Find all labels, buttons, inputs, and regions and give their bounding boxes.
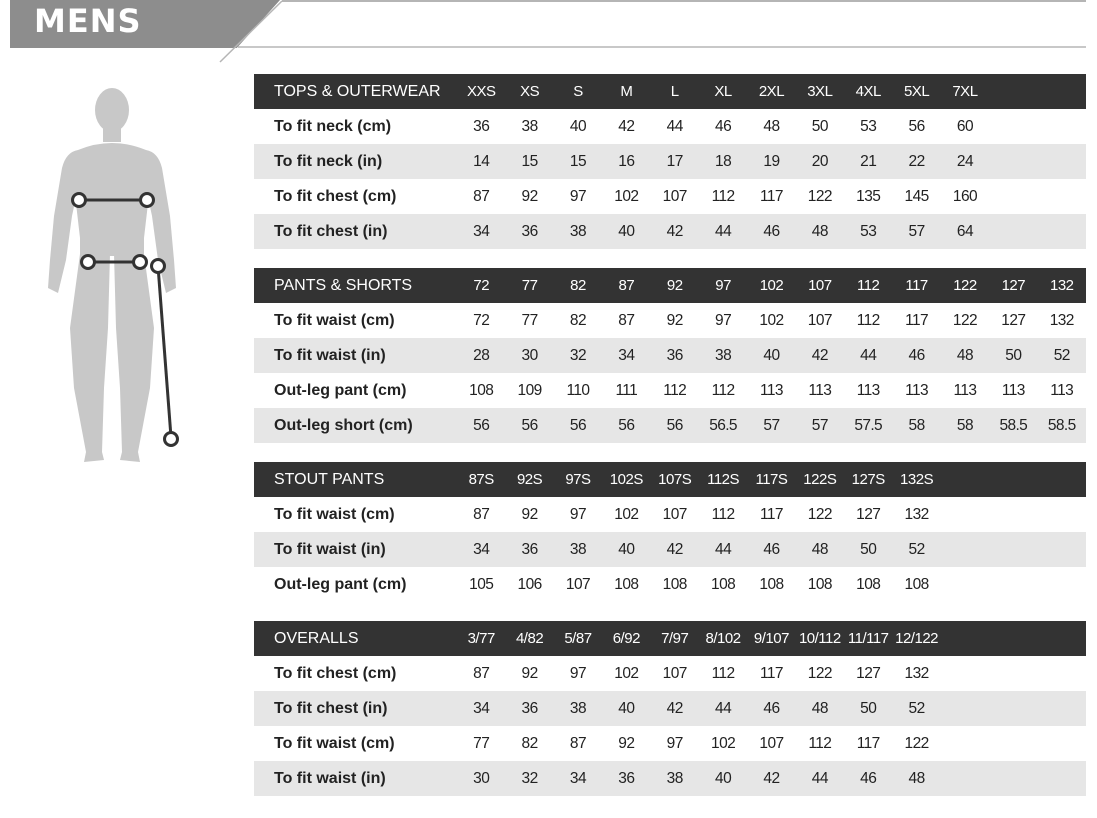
measurement-cell: 42 <box>747 761 795 796</box>
measurement-cell: 44 <box>699 532 747 567</box>
size-header-cell: 6/92 <box>602 621 650 656</box>
measurement-cell <box>1038 761 1086 796</box>
measurement-cell: 109 <box>517 381 542 399</box>
measurement-cell <box>1038 726 1086 761</box>
measurement-cell: 40 <box>747 338 795 373</box>
measurement-cell: 38 <box>521 117 538 135</box>
measurement-cell: 132 <box>904 664 929 682</box>
measurement-cell: 112 <box>808 734 832 752</box>
table-header-row <box>254 621 1086 656</box>
measurement-cell: 38 <box>554 691 602 726</box>
measurement-cell: 36 <box>602 761 650 796</box>
measurement-cell: 112 <box>711 505 735 523</box>
measurement-cell: 58.5 <box>1038 408 1086 443</box>
row-label: To fit waist (in) <box>254 338 457 373</box>
measurement-cell: 40 <box>699 761 747 796</box>
size-header-cell <box>989 621 1037 656</box>
measurement-cell: 48 <box>941 338 989 373</box>
measurement-cell: 102 <box>759 311 784 329</box>
measurement-cell: 48 <box>796 691 844 726</box>
measurement-cell: 40 <box>602 532 650 567</box>
table-row <box>254 726 1086 761</box>
size-header-cell: 97S <box>554 462 602 497</box>
measurement-cell: 112 <box>856 311 880 329</box>
measurement-cell: 108 <box>711 575 736 593</box>
measurement-cell: 56.5 <box>699 408 747 443</box>
measurement-cell <box>989 691 1037 726</box>
size-header-cell: 92S <box>505 462 553 497</box>
measurement-cell: 42 <box>796 338 844 373</box>
measurement-cell: 15 <box>554 144 602 179</box>
measurement-cell: 46 <box>747 214 795 249</box>
size-header-cell: 77 <box>505 268 553 303</box>
measurement-cell: 32 <box>554 338 602 373</box>
measurement-cell: 48 <box>796 532 844 567</box>
measurement-cell: 92 <box>521 187 538 205</box>
size-header-cell: 87 <box>602 268 650 303</box>
measurement-cell: 30 <box>505 338 553 373</box>
measurement-cell: 42 <box>651 214 699 249</box>
measurement-cell: 36 <box>473 117 490 135</box>
measurement-cell: 77 <box>473 734 490 752</box>
measurement-cell: 34 <box>457 532 505 567</box>
row-label: To fit chest (cm) <box>274 187 397 205</box>
measurement-cell <box>941 656 989 691</box>
size-header-cell: 10/112 <box>796 621 844 656</box>
measurement-cell: 57 <box>747 408 795 443</box>
measurement-cell: 14 <box>457 144 505 179</box>
measurement-cell: 122 <box>904 734 929 752</box>
measurement-cell: 52 <box>1038 338 1086 373</box>
human-silhouette <box>48 88 176 462</box>
measurement-cell: 56 <box>908 117 925 135</box>
size-header-cell: 122S <box>796 462 844 497</box>
measurement-cell: 22 <box>892 144 940 179</box>
size-header-cell: 72 <box>457 268 505 303</box>
measurement-cell: 34 <box>457 691 505 726</box>
measurement-cell: 108 <box>759 575 784 593</box>
measurement-cell <box>989 656 1037 691</box>
measurement-cell: 32 <box>505 761 553 796</box>
measurement-cell: 40 <box>602 214 650 249</box>
measurement-cell: 48 <box>796 214 844 249</box>
measurement-cell <box>941 691 989 726</box>
size-header-cell: S <box>554 74 602 109</box>
measurement-cell: 82 <box>521 734 538 752</box>
measurement-cell: 64 <box>941 214 989 249</box>
measurement-cell: 132 <box>904 505 929 523</box>
measurement-cell: 34 <box>554 761 602 796</box>
measurement-cell <box>941 497 989 532</box>
size-header-cell <box>1038 74 1086 109</box>
table-header-row <box>254 268 1086 303</box>
table-row <box>254 567 1086 602</box>
row-label: To fit chest (in) <box>254 691 457 726</box>
size-header-cell <box>989 462 1037 497</box>
measurement-cell <box>941 726 989 761</box>
size-header-cell: 112 <box>844 268 892 303</box>
measurement-cell <box>989 144 1037 179</box>
size-header-cell: 82 <box>554 268 602 303</box>
table-header-row <box>254 462 1086 497</box>
measurement-cell <box>941 761 989 796</box>
size-header-cell: 127 <box>989 268 1037 303</box>
measurement-cell <box>989 109 1037 144</box>
stout-pants-table <box>254 462 1086 602</box>
measurement-cell <box>1038 109 1086 144</box>
measurement-cell: 46 <box>844 761 892 796</box>
measurement-cell: 53 <box>844 214 892 249</box>
measurement-cell: 117 <box>759 187 783 205</box>
measurement-cell: 48 <box>763 117 780 135</box>
size-header-cell: 117S <box>747 462 795 497</box>
measurement-cell: 113 <box>953 381 977 399</box>
row-label: To fit waist (cm) <box>274 505 395 523</box>
size-header-cell: 127S <box>844 462 892 497</box>
measurement-cell: 87 <box>569 734 586 752</box>
measurement-cell: 122 <box>807 187 832 205</box>
measurement-cell: 145 <box>904 187 929 205</box>
size-header-cell: 5XL <box>892 74 940 109</box>
measurement-cell: 40 <box>569 117 586 135</box>
size-header-cell: 102S <box>602 462 650 497</box>
measurement-cell <box>989 567 1037 602</box>
section-title: STOUT PANTS <box>254 462 457 497</box>
table-row <box>254 179 1086 214</box>
size-header-cell: 132 <box>1038 268 1086 303</box>
row-label: To fit chest (in) <box>254 214 457 249</box>
table-row <box>254 532 1086 567</box>
tops-outerwear-table <box>254 74 1086 249</box>
measurement-cell <box>989 726 1037 761</box>
size-header-cell <box>989 74 1037 109</box>
size-header-cell: 122 <box>941 268 989 303</box>
measurement-cell: 92 <box>666 311 683 329</box>
measurement-cell <box>1038 532 1086 567</box>
measurement-cell: 107 <box>662 505 687 523</box>
measurement-cell: 106 <box>517 575 542 593</box>
size-header-cell: XL <box>699 74 747 109</box>
measurement-cell: 108 <box>807 575 832 593</box>
size-header-cell: L <box>651 74 699 109</box>
measurement-cell: 107 <box>759 734 784 752</box>
size-header-cell: 4/82 <box>505 621 553 656</box>
measurement-cell: 44 <box>666 117 683 135</box>
measurement-cell <box>1038 497 1086 532</box>
page-header <box>0 0 1097 60</box>
measurement-cell: 97 <box>666 734 683 752</box>
size-header-cell: 87S <box>457 462 505 497</box>
measurement-cell: 110 <box>566 381 590 399</box>
section-title: OVERALLS <box>254 621 457 656</box>
measurement-cell: 38 <box>699 338 747 373</box>
size-header-cell: 7/97 <box>651 621 699 656</box>
size-header-cell: 5/87 <box>554 621 602 656</box>
table-header-row <box>254 74 1086 109</box>
measurement-cell: 24 <box>941 144 989 179</box>
measurement-cell: 102 <box>614 187 639 205</box>
measurement-cell <box>989 179 1037 214</box>
size-header-cell: 107 <box>796 268 844 303</box>
measurement-cell <box>1038 656 1086 691</box>
measurement-cell: 46 <box>747 532 795 567</box>
measurement-cell: 127 <box>856 664 881 682</box>
measurement-cell: 108 <box>904 575 929 593</box>
measurement-cell: 113 <box>856 381 880 399</box>
measurement-cell: 113 <box>1001 381 1025 399</box>
measurement-cell: 15 <box>505 144 553 179</box>
measurement-cell: 57.5 <box>844 408 892 443</box>
body-measurement-figure <box>40 88 185 468</box>
measurement-cell: 56 <box>505 408 553 443</box>
measurement-cell: 30 <box>457 761 505 796</box>
measurement-cell: 113 <box>905 381 929 399</box>
measurement-cell: 127 <box>856 505 881 523</box>
measurement-cell: 107 <box>807 311 832 329</box>
size-header-cell: 3XL <box>796 74 844 109</box>
measurement-cell: 50 <box>811 117 828 135</box>
table-row <box>254 338 1086 373</box>
measurement-cell <box>1038 179 1086 214</box>
measurement-cell: 117 <box>856 734 880 752</box>
measurement-cell: 42 <box>651 691 699 726</box>
measurement-cell: 18 <box>699 144 747 179</box>
measurement-cell: 113 <box>808 381 832 399</box>
measurement-cell: 36 <box>651 338 699 373</box>
size-header-cell: 92 <box>651 268 699 303</box>
table-row <box>254 497 1086 532</box>
measurement-cell: 58.5 <box>989 408 1037 443</box>
measurement-cell: 122 <box>952 311 977 329</box>
size-header-cell: 102 <box>747 268 795 303</box>
measurement-cell: 52 <box>892 532 940 567</box>
measurement-cell: 132 <box>1049 311 1074 329</box>
measurement-cell: 105 <box>469 575 494 593</box>
size-header-cell: 117 <box>892 268 940 303</box>
measurement-cell: 108 <box>469 381 494 399</box>
measurement-cell: 111 <box>615 381 638 399</box>
section-title: PANTS & SHORTS <box>254 268 457 303</box>
measurement-cell: 56 <box>651 408 699 443</box>
measurement-cell <box>989 532 1037 567</box>
measurement-cell <box>941 567 989 602</box>
size-header-cell <box>941 621 989 656</box>
measurement-cell: 46 <box>715 117 732 135</box>
row-label: To fit chest (cm) <box>274 664 397 682</box>
size-header-cell <box>941 462 989 497</box>
measurement-cell: 107 <box>662 664 687 682</box>
measurement-cell: 117 <box>905 311 929 329</box>
measurement-cell <box>1038 567 1086 602</box>
measurement-cell <box>989 761 1037 796</box>
table-row <box>254 109 1086 144</box>
measurement-cell: 102 <box>614 505 639 523</box>
header-rule-lines <box>0 0 1097 64</box>
measurement-cell: 46 <box>892 338 940 373</box>
measurement-cell: 42 <box>618 117 635 135</box>
measurement-cell: 108 <box>662 575 687 593</box>
measurement-cell: 92 <box>521 505 538 523</box>
measurement-cell: 87 <box>473 187 490 205</box>
measurement-cell: 112 <box>711 381 735 399</box>
measurement-cell: 112 <box>663 381 687 399</box>
measurement-cell: 97 <box>715 311 732 329</box>
measurement-cell: 48 <box>892 761 940 796</box>
row-label: Out-leg pant (cm) <box>274 575 407 593</box>
measurement-cell: 44 <box>699 691 747 726</box>
size-header-cell <box>1038 462 1086 497</box>
measurement-cell: 58 <box>941 408 989 443</box>
measurement-cell: 36 <box>505 214 553 249</box>
table-row <box>254 691 1086 726</box>
size-header-cell: 132S <box>892 462 940 497</box>
measurement-cell: 46 <box>747 691 795 726</box>
size-header-cell: 3/77 <box>457 621 505 656</box>
measurement-cell: 40 <box>602 691 650 726</box>
measurement-cell: 50 <box>844 691 892 726</box>
measurement-cell: 44 <box>796 761 844 796</box>
measurement-cell <box>1038 691 1086 726</box>
measurement-cell: 87 <box>618 311 635 329</box>
size-header-cell <box>1038 621 1086 656</box>
measurement-cell: 57 <box>892 214 940 249</box>
size-header-cell: XXS <box>457 74 505 109</box>
measurement-cell: 82 <box>569 311 586 329</box>
measurement-cell: 34 <box>602 338 650 373</box>
measurement-cell: 97 <box>569 187 586 205</box>
measurement-cell: 113 <box>1050 381 1074 399</box>
measurement-cell: 38 <box>651 761 699 796</box>
measurement-cell: 87 <box>473 505 490 523</box>
size-header-cell: 7XL <box>941 74 989 109</box>
measurement-cell: 34 <box>457 214 505 249</box>
table-row <box>254 761 1086 796</box>
measurement-cell: 58 <box>892 408 940 443</box>
row-label: To fit waist (cm) <box>274 311 395 329</box>
pants-shorts-table <box>254 268 1086 443</box>
measurement-cell: 57 <box>796 408 844 443</box>
measurement-cell: 112 <box>711 664 735 682</box>
size-header-cell: 11/117 <box>844 621 892 656</box>
table-row <box>254 656 1086 691</box>
table-row <box>254 214 1086 249</box>
row-label: To fit waist (in) <box>254 761 457 796</box>
measurement-cell: 97 <box>569 664 586 682</box>
size-header-cell: 2XL <box>747 74 795 109</box>
size-header-cell: 4XL <box>844 74 892 109</box>
measurement-cell: 56 <box>457 408 505 443</box>
measurement-cell: 44 <box>699 214 747 249</box>
measurement-cell: 87 <box>473 664 490 682</box>
size-header-cell: M <box>602 74 650 109</box>
measurement-cell <box>1038 214 1086 249</box>
measurement-cell: 36 <box>505 691 553 726</box>
measurement-cell: 122 <box>807 664 832 682</box>
row-label: To fit waist (cm) <box>274 734 395 752</box>
measurement-cell: 38 <box>554 214 602 249</box>
measurement-cell: 97 <box>569 505 586 523</box>
measurement-cell: 20 <box>796 144 844 179</box>
measurement-cell <box>989 214 1037 249</box>
size-header-cell: 97 <box>699 268 747 303</box>
measurement-cell: 38 <box>554 532 602 567</box>
measurement-cell: 50 <box>989 338 1037 373</box>
overalls-table <box>254 621 1086 796</box>
measurement-cell: 112 <box>711 187 735 205</box>
measurement-cell: 52 <box>892 691 940 726</box>
measurement-cell: 107 <box>565 575 590 593</box>
measurement-cell <box>989 497 1037 532</box>
measurement-cell <box>1038 144 1086 179</box>
row-label: Out-leg pant (cm) <box>274 381 407 399</box>
measurement-cell: 56 <box>554 408 602 443</box>
size-header-cell: 112S <box>699 462 747 497</box>
measurement-cell: 92 <box>521 664 538 682</box>
measurement-cell: 102 <box>711 734 736 752</box>
section-title: TOPS & OUTERWEAR <box>254 74 457 109</box>
size-header-cell: 8/102 <box>699 621 747 656</box>
table-row <box>254 373 1086 408</box>
measurement-cell: 127 <box>1001 311 1026 329</box>
measurement-cell: 36 <box>505 532 553 567</box>
size-header-cell: 9/107 <box>747 621 795 656</box>
measurement-cell: 53 <box>860 117 877 135</box>
measurement-cell: 28 <box>457 338 505 373</box>
measurement-cell: 102 <box>614 664 639 682</box>
measurement-cell: 108 <box>614 575 639 593</box>
measurement-cell: 117 <box>759 664 783 682</box>
measurement-cell: 77 <box>521 311 538 329</box>
row-label: Out-leg short (cm) <box>254 408 457 443</box>
measurement-cell: 19 <box>747 144 795 179</box>
table-row <box>254 303 1086 338</box>
measurement-cell: 21 <box>844 144 892 179</box>
size-header-cell: 107S <box>651 462 699 497</box>
row-label: To fit neck (cm) <box>274 117 392 135</box>
row-label: To fit waist (in) <box>254 532 457 567</box>
measurement-cell: 56 <box>602 408 650 443</box>
measurement-cell: 122 <box>807 505 832 523</box>
measurement-cell: 42 <box>651 532 699 567</box>
measurement-cell: 107 <box>662 187 687 205</box>
row-label: To fit neck (in) <box>254 144 457 179</box>
measurement-cell: 50 <box>844 532 892 567</box>
measurement-cell: 44 <box>844 338 892 373</box>
measurement-cell: 108 <box>856 575 881 593</box>
measurement-cell <box>941 532 989 567</box>
measurement-cell: 72 <box>473 311 490 329</box>
measurement-cell: 16 <box>602 144 650 179</box>
size-header-cell: XS <box>505 74 553 109</box>
table-row <box>254 144 1086 179</box>
measurement-cell: 135 <box>856 187 881 205</box>
measurement-cell: 160 <box>952 187 977 205</box>
table-row <box>254 408 1086 443</box>
measurement-cell: 113 <box>759 381 783 399</box>
measurement-cell: 117 <box>759 505 783 523</box>
page-title: MENS <box>34 2 142 40</box>
measurement-cell: 92 <box>618 734 635 752</box>
measurement-cell: 60 <box>956 117 973 135</box>
measurement-cell: 17 <box>651 144 699 179</box>
size-header-cell: 12/122 <box>892 621 940 656</box>
